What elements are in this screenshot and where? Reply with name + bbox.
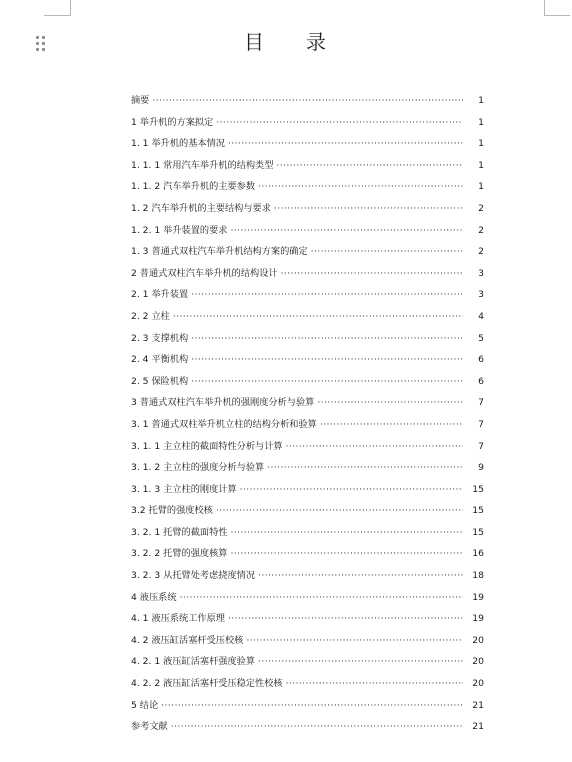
toc-entry-label: 摘要 <box>131 95 150 106</box>
toc-entry-page: 5 <box>478 332 484 344</box>
toc-leader-dots <box>246 630 463 652</box>
toc-leader-dots <box>258 651 463 673</box>
toc-entry[interactable] <box>131 565 484 587</box>
toc-entry[interactable] <box>131 436 484 458</box>
toc-entry-page: 7 <box>478 418 484 430</box>
toc-entry[interactable] <box>131 133 484 155</box>
toc-leader-dots <box>286 673 463 695</box>
toc-entry-label: 4. 2. 2 液压缸活塞杆受压稳定性校核 <box>131 678 283 690</box>
toc-entry[interactable] <box>131 457 484 479</box>
toc-entry-page: 18 <box>472 570 484 582</box>
toc-entry-label: 4. 2 液压缸活塞杆受压校核 <box>131 634 244 646</box>
toc-entry-page: 6 <box>478 354 484 366</box>
toc-leader-dots <box>173 306 463 328</box>
toc-leader-dots <box>267 457 463 479</box>
toc-leader-dots <box>228 608 463 630</box>
toc-entry-label: 2. 1 举升装置 <box>131 289 189 301</box>
toc-leader-dots <box>216 500 463 522</box>
toc-entry-page: 7 <box>478 397 484 409</box>
toc-entry[interactable] <box>131 673 484 695</box>
toc-entry[interactable] <box>131 112 484 134</box>
toc-entry-label: 4. 2. 1 液压缸活塞杆强度验算 <box>131 656 256 668</box>
toc-entry-page: 15 <box>472 483 484 495</box>
toc-entry-page: 7 <box>478 440 484 452</box>
toc-entry-label: 4 液压系统 <box>131 591 177 603</box>
toc-leader-dots <box>281 263 463 285</box>
toc-entry-label: 1 举升机的方案拟定 <box>131 116 214 128</box>
toc-entry[interactable] <box>131 198 484 220</box>
toc-leader-dots <box>191 328 463 350</box>
crop-mark-top-left <box>70 0 71 16</box>
toc-entry[interactable] <box>131 479 484 501</box>
toc-entry-page: 20 <box>472 656 484 668</box>
toc-leader-dots <box>152 90 463 112</box>
toc-entry-page: 15 <box>472 526 484 538</box>
toc-entry[interactable] <box>131 349 484 371</box>
toc-entry-label: 1. 1. 1 常用汽车举升机的结构类型 <box>131 159 274 171</box>
toc-entry-page: 20 <box>472 634 484 646</box>
toc-entry-page: 15 <box>472 505 484 517</box>
toc-entry-label: 2. 2 立柱 <box>131 310 170 322</box>
toc-entry-label: 2. 4 平衡机构 <box>131 354 189 366</box>
toc-entry[interactable] <box>131 284 484 306</box>
title-char-1: 目 <box>244 30 266 54</box>
toc-entry-label: 2. 3 支撑机构 <box>131 332 189 344</box>
toc-entry[interactable] <box>131 522 484 544</box>
toc-entry[interactable] <box>131 608 484 630</box>
toc-leader-dots <box>230 522 463 544</box>
toc-entry-page: 4 <box>478 310 484 322</box>
toc-entry[interactable] <box>131 176 484 198</box>
toc-entry[interactable] <box>131 306 484 328</box>
toc-leader-dots <box>171 716 463 738</box>
toc-leader-dots <box>274 198 463 220</box>
toc-entry-page: 21 <box>472 721 484 733</box>
toc-entry[interactable] <box>131 241 484 263</box>
toc-entry-label: 1. 3 普通式双柱汽车举升机结构方案的确定 <box>131 246 308 258</box>
toc-leader-dots <box>161 695 463 717</box>
toc-leader-dots <box>216 112 463 134</box>
toc-entry-label: 3. 1. 1 主立柱的截面特性分析与计算 <box>131 440 283 452</box>
toc-entry-label: 1. 1 举升机的基本情况 <box>131 138 225 150</box>
toc-entry-label: 2. 5 保险机构 <box>131 375 189 387</box>
toc-entry-page: 3 <box>478 267 484 279</box>
toc-entry[interactable] <box>131 155 484 177</box>
toc-entry-page: 21 <box>472 699 484 711</box>
table-of-contents <box>131 90 484 738</box>
toc-entry[interactable] <box>131 630 484 652</box>
toc-entry-page: 1 <box>478 159 484 171</box>
toc-entry[interactable] <box>131 371 484 393</box>
toc-entry-page: 1 <box>478 116 484 128</box>
toc-entry-page: 1 <box>478 181 484 193</box>
toc-entry-label: 3. 1 普通式双柱举升机立柱的结构分析和验算 <box>131 418 317 430</box>
toc-leader-dots <box>258 565 463 587</box>
toc-leader-dots <box>230 220 463 242</box>
toc-entry-label: 1. 2. 1 举升装置的要求 <box>131 224 228 236</box>
toc-entry-page: 19 <box>472 613 484 625</box>
toc-entry-page: 1 <box>478 138 484 150</box>
page-title <box>0 26 572 55</box>
toc-entry-label: 3. 2. 2 托臂的强度核算 <box>131 548 228 560</box>
toc-entry-page: 2 <box>478 202 484 214</box>
toc-entry-label: 1. 1. 2 汽车举升机的主要参数 <box>131 181 256 193</box>
toc-entry[interactable] <box>131 90 484 112</box>
toc-entry-page: 3 <box>478 289 484 301</box>
toc-entry[interactable] <box>131 263 484 285</box>
toc-entry[interactable] <box>131 543 484 565</box>
toc-entry[interactable] <box>131 500 484 522</box>
toc-leader-dots <box>240 479 463 501</box>
toc-leader-dots <box>191 349 463 371</box>
toc-entry[interactable] <box>131 328 484 350</box>
toc-entry-label: 3. 2. 1 托臂的截面特性 <box>131 526 228 538</box>
toc-leader-dots <box>258 176 463 198</box>
toc-entry-page: 20 <box>472 678 484 690</box>
toc-leader-dots <box>180 587 463 609</box>
crop-mark-top-right <box>544 15 570 16</box>
toc-entry-page: 9 <box>478 462 484 474</box>
toc-entry[interactable] <box>131 716 484 738</box>
toc-leader-dots <box>286 436 463 458</box>
toc-leader-dots <box>276 155 463 177</box>
toc-leader-dots <box>230 543 463 565</box>
toc-entry-page: 2 <box>478 224 484 236</box>
crop-mark-top-right <box>544 0 545 16</box>
toc-entry-label: 3.2 托臂的强度校核 <box>131 505 213 517</box>
crop-mark-top-left <box>44 15 70 16</box>
toc-leader-dots <box>320 414 463 436</box>
toc-entry[interactable] <box>131 695 484 717</box>
toc-leader-dots <box>191 284 463 306</box>
toc-entry[interactable] <box>131 392 484 414</box>
toc-entry-label: 4. 1 液压系统工作原理 <box>131 613 225 625</box>
toc-entry-label: 3. 2. 3 从托臂处考虑挠度情况 <box>131 570 256 582</box>
toc-entry-label: 5 结论 <box>131 699 159 711</box>
toc-entry[interactable] <box>131 414 484 436</box>
toc-entry-page: 6 <box>478 375 484 387</box>
toc-entry-label: 1. 2 汽车举升机的主要结构与要求 <box>131 202 271 214</box>
toc-entry-page: 2 <box>478 246 484 258</box>
toc-leader-dots <box>311 241 463 263</box>
toc-entry-label: 3 普通式双柱汽车举升机的强刚度分析与验算 <box>131 397 315 409</box>
toc-entry-page: 1 <box>478 95 484 106</box>
toc-leader-dots <box>191 371 463 393</box>
toc-entry-label: 2 普通式双柱汽车举升机的结构设计 <box>131 267 278 279</box>
toc-entry-page: 19 <box>472 591 484 603</box>
toc-leader-dots <box>317 392 463 414</box>
toc-entry-label: 3. 1. 2 主立柱的强度分析与验算 <box>131 462 265 474</box>
toc-entry[interactable] <box>131 587 484 609</box>
toc-entry[interactable] <box>131 220 484 242</box>
toc-entry[interactable] <box>131 651 484 673</box>
toc-entry-page: 16 <box>472 548 484 560</box>
title-char-2: 录 <box>306 30 328 54</box>
toc-leader-dots <box>228 133 463 155</box>
toc-entry-label: 3. 1. 3 主立柱的刚度计算 <box>131 483 237 495</box>
toc-entry-label: 参考文献 <box>131 721 168 733</box>
